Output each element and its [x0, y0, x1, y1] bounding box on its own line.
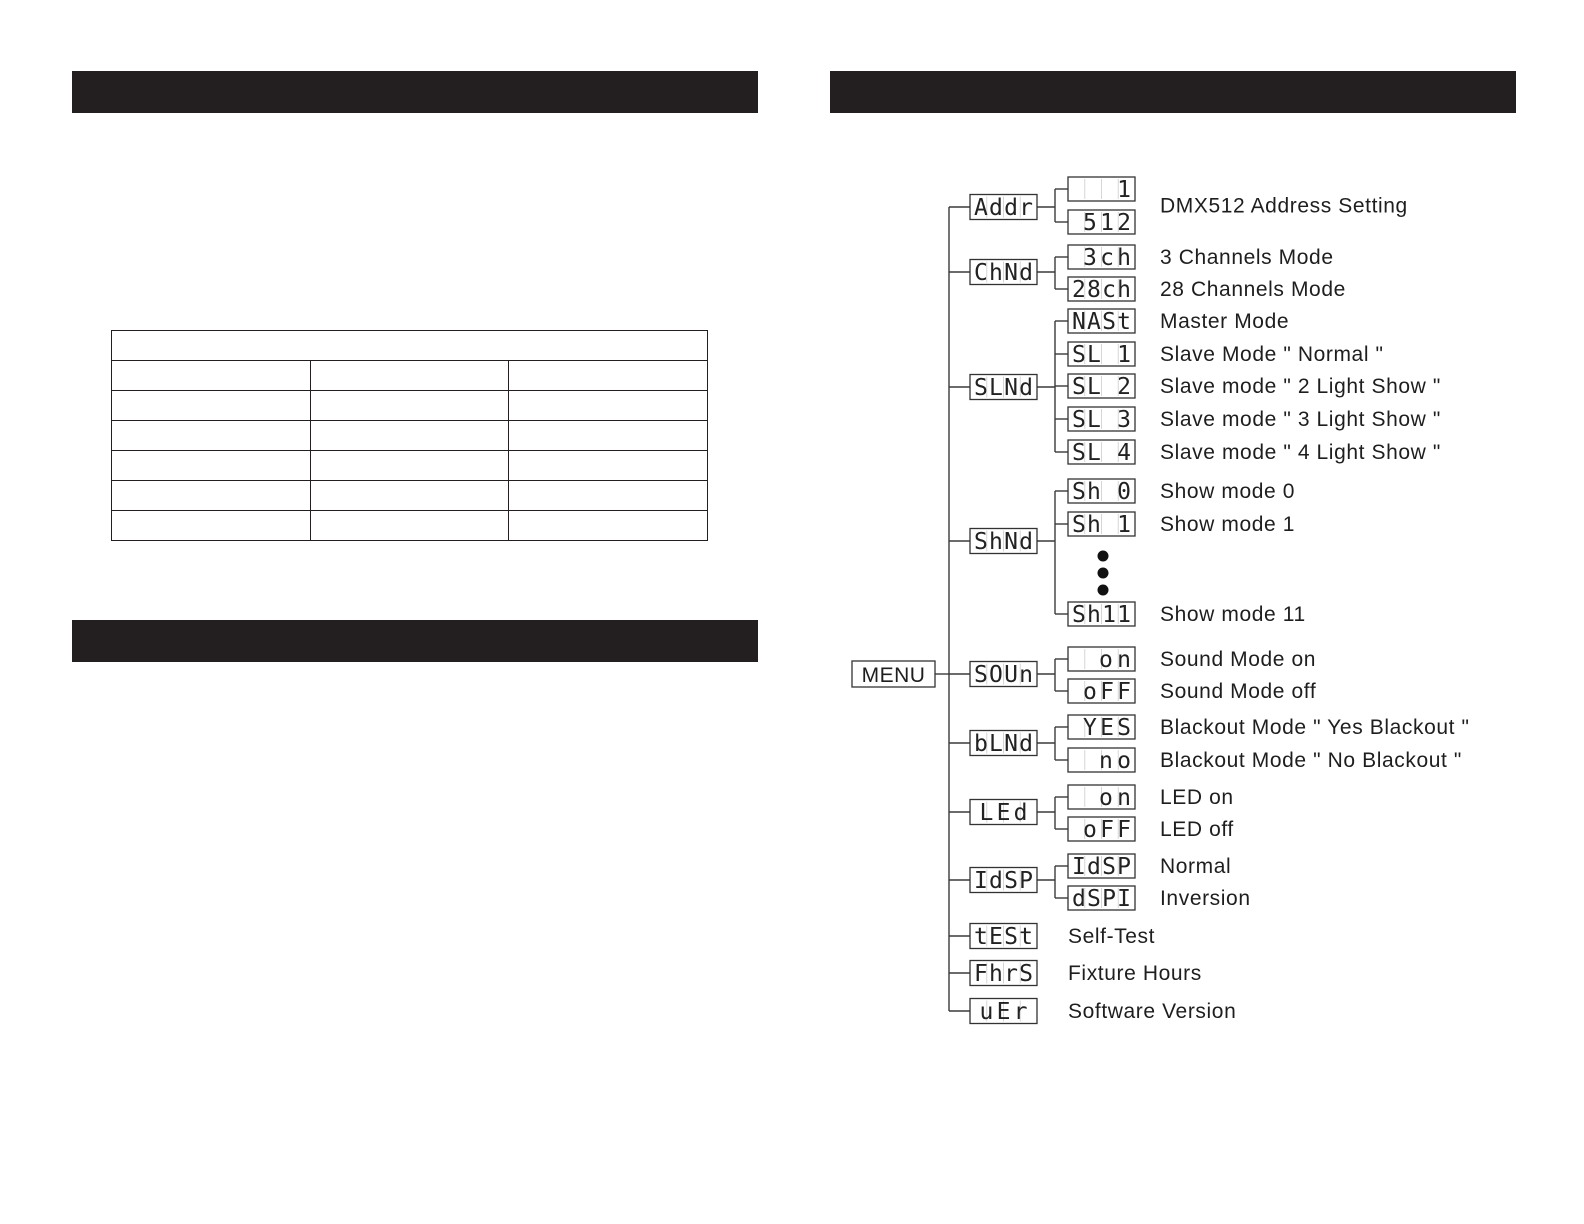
option-display-box-text: Sh11 — [1072, 602, 1131, 628]
option-label: Show mode 0 — [1160, 480, 1296, 503]
option-display-box-text: dSPI — [1072, 886, 1131, 912]
ellipsis-dot — [1098, 551, 1109, 562]
option-display-box-text: IdSP — [1072, 854, 1131, 880]
option-label: Show mode 11 — [1160, 603, 1306, 626]
menu-code-box-slnd — [970, 375, 1037, 402]
option-label: LED off — [1160, 818, 1234, 841]
option-display-box — [1068, 309, 1135, 335]
menu-item-label: Software Version — [1068, 1000, 1237, 1023]
option-display-box-text: Sh 0 — [1072, 479, 1131, 505]
menu-code-box-idsp — [970, 868, 1037, 895]
group-label: DMX512 Address Setting — [1160, 194, 1408, 218]
option-display-box — [1068, 277, 1135, 303]
menu-item-label: Self-Test — [1068, 925, 1156, 948]
menu-code-box-idsp-text: IdSP — [974, 868, 1033, 894]
option-display-box-text: Sh 1 — [1072, 512, 1131, 538]
option-display-box-text: SL 3 — [1072, 407, 1131, 433]
option-display-box-text: SL 4 — [1072, 440, 1131, 466]
option-display-box — [1068, 602, 1135, 628]
option-display-box — [1068, 210, 1135, 236]
option-display-box — [1068, 679, 1135, 705]
option-display-box — [1068, 407, 1135, 433]
option-label: Normal — [1160, 855, 1232, 878]
option-display-box — [1068, 715, 1135, 741]
option-label: Slave Mode " Normal " — [1160, 343, 1384, 366]
menu-code-box-led-text: LEd — [979, 800, 1028, 826]
option-label: Sound Mode off — [1160, 680, 1317, 703]
menu-code-box-slnd-text: SLNd — [974, 375, 1033, 401]
menu-code-box-test-text: tESt — [974, 924, 1033, 950]
menu-code-box-fhrs — [970, 961, 1037, 988]
menu-code-box-shnd-text: ShNd — [974, 529, 1033, 555]
ellipsis-dot — [1098, 585, 1109, 596]
option-display-box-text: on — [1099, 785, 1131, 811]
option-display-box-text: oFF — [1083, 817, 1131, 843]
option-display-box-text: NASt — [1072, 309, 1131, 335]
menu-code-box-soun-text: SOUn — [974, 662, 1033, 688]
option-display-box-text: 3ch — [1083, 245, 1131, 271]
option-display-box — [1068, 785, 1135, 811]
option-label: Blackout Mode " Yes Blackout " — [1160, 716, 1470, 739]
option-display-box-text: on — [1099, 647, 1131, 673]
option-label: 28 Channels Mode — [1160, 278, 1346, 301]
option-label: Slave mode " 3 Light Show " — [1160, 408, 1441, 431]
menu-code-box-addr-text: Addr — [974, 195, 1033, 221]
option-display-box — [1068, 817, 1135, 843]
option-display-box-text: no — [1099, 748, 1131, 774]
option-label: Sound Mode on — [1160, 648, 1317, 671]
option-display-box-text: 512 — [1083, 210, 1131, 236]
option-display-box-text: SL 2 — [1072, 374, 1131, 400]
option-display-box — [1068, 748, 1135, 774]
option-display-box-text: 1 — [1117, 177, 1131, 203]
option-label: Show mode 1 — [1160, 513, 1296, 536]
menu-code-box-fhrs-text: FhrS — [974, 961, 1033, 987]
option-display-box — [1068, 374, 1135, 400]
menu-root-box-text: MENU — [861, 664, 926, 687]
menu-code-box-test — [970, 924, 1037, 951]
menu-code-box-chnd — [970, 260, 1037, 287]
ellipsis-dot — [1098, 568, 1109, 579]
option-display-box — [1068, 647, 1135, 673]
option-display-box-text: YES — [1083, 715, 1131, 741]
option-label: Master Mode — [1160, 310, 1290, 333]
menu-code-box-addr — [970, 195, 1037, 222]
option-display-box — [1068, 440, 1135, 466]
option-display-box-text: oFF — [1083, 679, 1131, 705]
menu-code-box-uer — [970, 999, 1037, 1026]
option-label: 3 Channels Mode — [1160, 246, 1334, 269]
option-display-box — [1068, 854, 1135, 880]
option-label: Inversion — [1160, 887, 1251, 910]
option-label: Slave mode " 2 Light Show " — [1160, 375, 1441, 398]
option-display-box — [1068, 886, 1135, 912]
option-display-box — [1068, 177, 1135, 203]
option-display-box — [1068, 342, 1135, 368]
menu-code-box-uer-text: uEr — [979, 999, 1028, 1025]
option-label: Blackout Mode " No Blackout " — [1160, 749, 1462, 772]
option-label: Slave mode " 4 Light Show " — [1160, 441, 1441, 464]
menu-code-box-soun — [970, 662, 1037, 689]
option-label: LED on — [1160, 786, 1234, 809]
option-display-box-text: SL 1 — [1072, 342, 1131, 368]
menu-code-box-chnd-text: ChNd — [974, 260, 1033, 286]
menu-code-box-blnd-text: bLNd — [974, 731, 1033, 757]
menu-code-box-led — [970, 800, 1037, 827]
option-display-box — [1068, 245, 1135, 271]
option-display-box — [1068, 512, 1135, 538]
option-display-box — [1068, 479, 1135, 505]
menu-root-box — [852, 661, 935, 687]
menu-code-box-blnd — [970, 731, 1037, 758]
menu-code-box-shnd — [970, 529, 1037, 556]
menu-item-label: Fixture Hours — [1068, 962, 1202, 985]
option-display-box-text: 28ch — [1072, 277, 1131, 303]
